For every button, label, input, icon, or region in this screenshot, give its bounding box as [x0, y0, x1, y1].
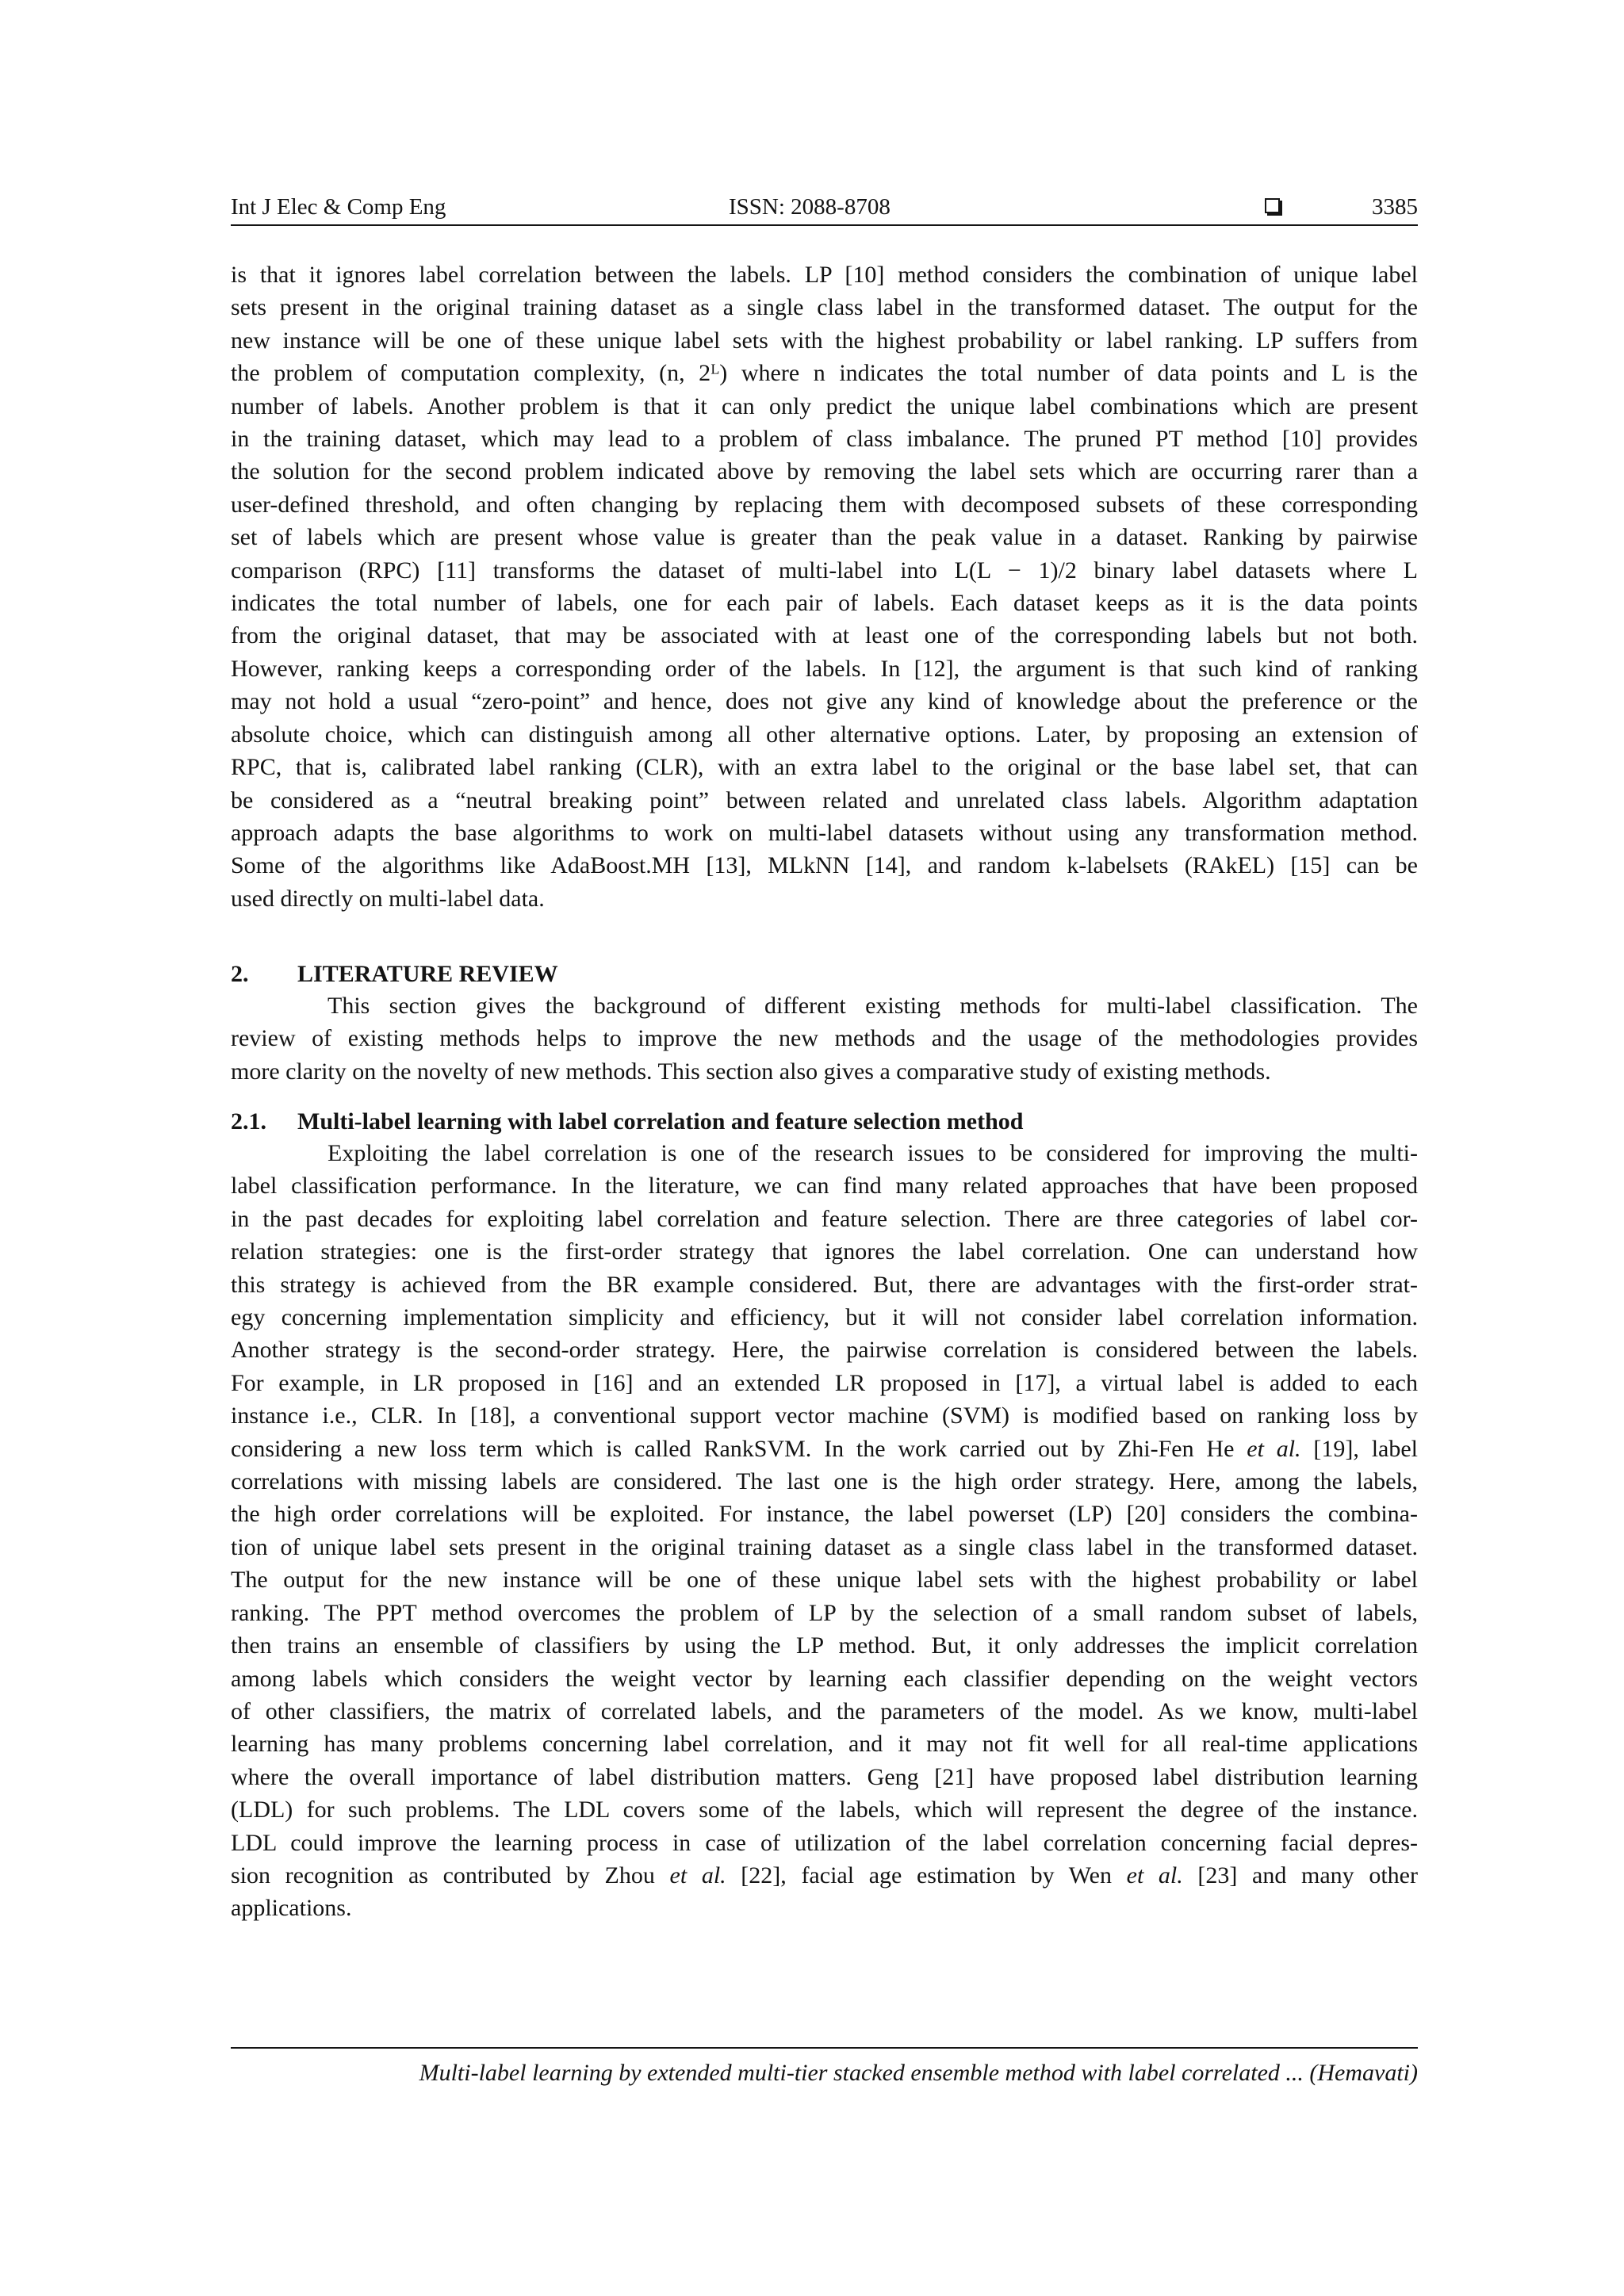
text-line: ranking. The PPT method overcomes the problem of LP by the selection of a small random subset of labels, [231, 1599, 1418, 1626]
subsection-number: 2.1. [231, 1108, 266, 1135]
text-line: sion recognition as contributed by Zhou et al. [22], facial age estimation by Wen et al. [23] and many other [231, 1862, 1418, 1888]
text-line: may not hold a usual “zero-point” and hence, does not give any kind of knowledge about the preference or the [231, 688, 1418, 715]
page-number: 3385 [1372, 194, 1418, 220]
text-line: new instance will be one of these unique label sets with the highest probability or label ranking. LP suffers from [231, 327, 1418, 354]
text-line: learning has many problems concerning label correlation, and it may not fit well for all real-time applications [231, 1731, 1418, 1758]
paper-page [231, 0, 1418, 2296]
text-line: This section gives the background of different existing methods for multi-label classification. The [327, 993, 1418, 1019]
text-line: Exploiting the label correlation is one of the research issues to be considered for improving the multi- [327, 1140, 1418, 1166]
text-line: of other classifiers, the matrix of correlated labels, and the parameters of the model. As we know, multi-label [231, 1697, 1418, 1724]
text-line: user-defined threshold, and often changing by replacing them with decomposed subsets of these corresponding [231, 491, 1418, 518]
section-number: 2. [231, 961, 249, 987]
text-line: then trains an ensemble of classifiers by using the LP method. But, it only addresses the implicit correlation [231, 1632, 1418, 1659]
text-line: the solution for the second problem indicated above by removing the label sets which are occurring rarer than a [231, 458, 1418, 485]
running-header [231, 190, 1418, 224]
section-paragraph [231, 989, 1418, 1088]
text-line: applications. [231, 1895, 352, 1922]
text-line: However, ranking keeps a corresponding order of the labels. In [12], the argument is that such kind of ranking [231, 655, 1418, 682]
text-line: tion of unique label sets present in the original training dataset as a single class label in the transformed dataset. [231, 1533, 1418, 1560]
text-line: RPC, that is, calibrated label ranking (CLR), with an extra label to the original or the base label set, that can [231, 754, 1418, 781]
text-line: (LDL) for such problems. The LDL covers some of the labels, which will represent the degree of the instance. [231, 1797, 1418, 1823]
text-line: is that it ignores label correlation between the labels. LP [10] method considers the combination of unique label [231, 262, 1418, 288]
text-line: in the past decades for exploiting label correlation and feature selection. There are three categories of label cor- [231, 1205, 1418, 1232]
text-line: review of existing methods helps to improve the new methods and the usage of the methodologies provides [231, 1025, 1418, 1052]
section-heading [231, 958, 558, 990]
text-line: For example, in LR proposed in [16] and an extended LR proposed in [17], a virtual label is added to each [231, 1369, 1418, 1396]
text-line: instance i.e., CLR. In [18], a conventional support vector machine (SVM) is modified based on ranking loss by [231, 1402, 1418, 1429]
footer-rule [231, 2047, 1418, 2049]
text-line: from the original dataset, that may be associated with at least one of the corresponding labels but not both. [231, 622, 1418, 649]
text-line: Another strategy is the second-order strategy. Here, the pairwise correlation is considered between the labels. [231, 1337, 1418, 1364]
text-line: the problem of computation complexity, (n, 2ᴸ) where n indicates the total number of data points and L is the [231, 360, 1418, 387]
text-line: set of labels which are present whose value is greater than the peak value in a dataset. Ranking by pairwise [231, 524, 1418, 551]
text-line: where the overall importance of label distribution matters. Geng [21] have proposed label distribution learning [231, 1763, 1418, 1790]
text-line: used directly on multi-label data. [231, 885, 545, 912]
section-title: LITERATURE REVIEW [297, 961, 558, 987]
text-line: absolute choice, which can distinguish among all other alternative options. Later, by proposing an extension of [231, 721, 1418, 748]
journal-name: Int J Elec & Comp Eng [231, 194, 446, 220]
text-line: relation strategies: one is the first-order strategy that ignores the label correlation. One can understand how [231, 1238, 1418, 1265]
running-footer: Multi-label learning by extended multi-tier stacked ensemble method with label correlated ... (Hemavati) [419, 2060, 1418, 2086]
text-line: label classification performance. In the literature, we can find many related approaches that have been proposed [231, 1173, 1418, 1200]
text-line: LDL could improve the learning process in case of utilization of the label correlation concerning facial depres- [231, 1829, 1418, 1856]
text-line: in the training dataset, which may lead to a problem of class imbalance. The pruned PT method [10] provides [231, 426, 1418, 453]
text-line: the high order correlations will be exploited. For instance, the label powerset (LP) [20] considers the combina- [231, 1501, 1418, 1528]
text-line: approach adapts the base algorithms to work on multi-label datasets without using any transformation method. [231, 819, 1418, 846]
text-line: this strategy is achieved from the BR example considered. But, there are advantages with the first-order strat- [231, 1271, 1418, 1298]
subsection-heading [231, 1105, 1023, 1138]
text-line: correlations with missing labels are considered. The last one is the high order strategy. Here, among the labels, [231, 1468, 1418, 1495]
subsection-paragraph [231, 1137, 1418, 1925]
issn: ISSN: 2088-8708 [729, 194, 891, 220]
intro-paragraph [231, 258, 1418, 915]
text-line: Some of the algorithms like AdaBoost.MH [13], MLkNN [14], and random k-labelsets (RAkEL) [15] can be [231, 852, 1418, 879]
text-line: among labels which considers the weight vector by learning each classifier depending on the weight vectors [231, 1665, 1418, 1692]
text-line: egy concerning implementation simplicity and efficiency, but it will not consider label correlation information. [231, 1304, 1418, 1331]
subsection-title: Multi-label learning with label correlation and feature selection method [297, 1108, 1024, 1135]
text-line: number of labels. Another problem is that it can only predict the unique label combinations which are present [231, 392, 1418, 419]
square-box-icon [1265, 198, 1280, 213]
text-line: be considered as a “neutral breaking point” between related and unrelated class labels. Algorithm adaptation [231, 786, 1418, 813]
text-line: indicates the total number of labels, one for each pair of labels. Each dataset keeps as it is the data points [231, 590, 1418, 617]
text-line: The output for the new instance will be one of these unique label sets with the highest probability or label [231, 1567, 1418, 1594]
header-rule [231, 224, 1418, 226]
text-line: sets present in the original training dataset as a single class label in the transformed dataset. The output for the [231, 294, 1418, 321]
text-line: comparison (RPC) [11] transforms the dataset of multi-label into L(L − 1)/2 binary label datasets where L [231, 557, 1418, 584]
text-line: more clarity on the novelty of new methods. This section also gives a comparative study of existing methods. [231, 1058, 1271, 1085]
text-line: considering a new loss term which is called RankSVM. In the work carried out by Zhi-Fen He et al. [19], label [231, 1435, 1418, 1462]
